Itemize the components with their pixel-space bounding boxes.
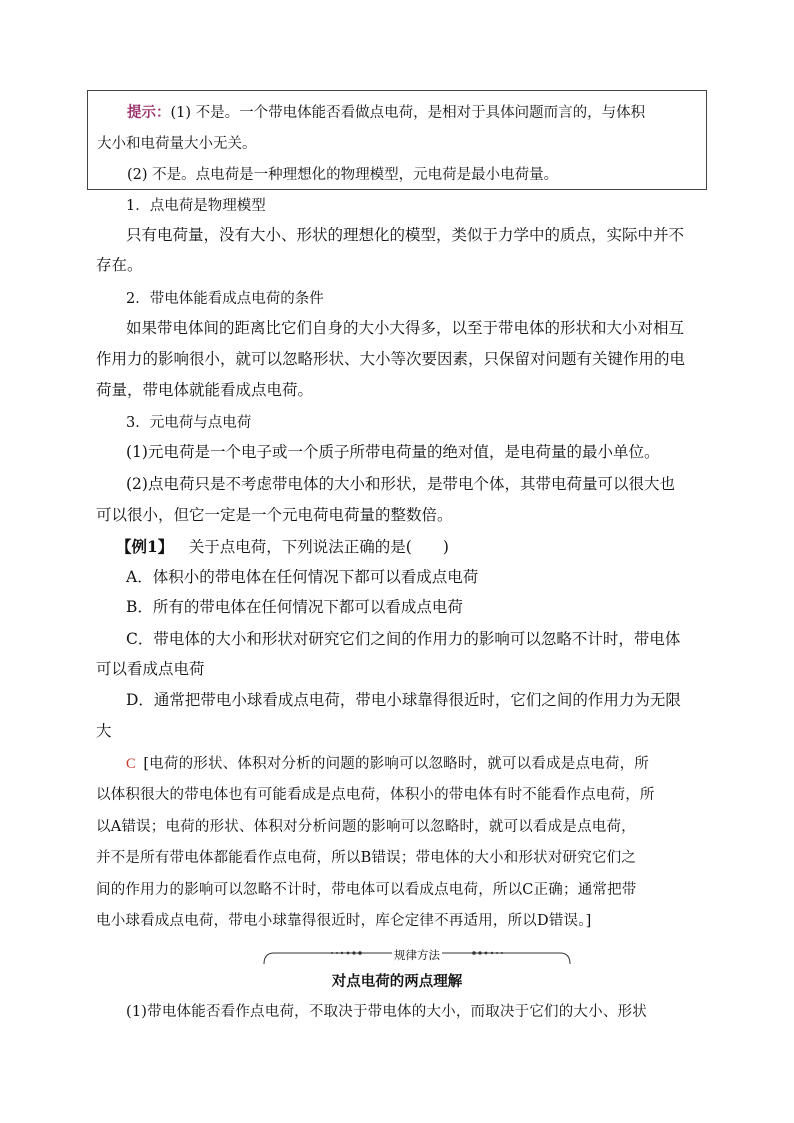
answer-line-5: 间的作用力的影响可以忽略不计时，带电体可以看成点电荷，所以C正确；通常把带: [96, 882, 637, 898]
answer-line-6: 电小球看成点电荷，带电小球靠得很近时，库仑定律不再适用，所以D错误。]: [96, 913, 592, 929]
option-d-line-1: D．通常把带电小球看成点电荷，带电小球靠得很近时，它们之间的作用力为无限: [126, 691, 681, 709]
option-c-line-2: 可以看成点电荷: [96, 660, 205, 678]
example-question: 关于点电荷，下列说法正确的是( ): [188, 538, 449, 556]
hint-box: [87, 90, 707, 190]
section-2-heading: 2．带电体能看成点电荷的条件: [126, 291, 324, 307]
section-3-line-2: (2)点电荷只是不考虑带电体的大小和形状，是带电个体，其带电荷量可以很大也: [126, 475, 675, 493]
hint-line-1: [97, 97, 698, 129]
section-3-line-1: (1)元电荷是一个电子或一个质子所带电荷量的绝对值，是电荷量的最小单位。: [126, 443, 660, 461]
hint-line-3: (2) 不是。点电荷是一种理想化的物理模型，元电荷是最小电荷量。: [127, 167, 559, 183]
hint-text-1: (1) 不是。一个带电体能否看做点电荷，是相对于具体问题而言的，与体积: [170, 105, 646, 121]
hint-label: 提示：: [127, 104, 171, 121]
option-d-line-2: 大: [96, 722, 112, 740]
example-question-line: [96, 537, 728, 557]
hint-line-2: 大小和电荷量大小无关。: [97, 136, 257, 152]
answer-text-1: [电荷的形状、体积对分析的问题的影响可以忽略时，就可以看成是点电荷，所: [143, 756, 649, 772]
section-1-line-1: 只有电荷量，没有大小、形状的理想化的模型，类似于力学中的质点，实际中并不: [126, 226, 685, 244]
option-a: A．体积小的带电体在任何情况下都可以看成点电荷: [126, 568, 479, 586]
answer-line-1: [96, 754, 738, 774]
method-banner-label: 规律方法: [394, 948, 440, 962]
option-c-line-1: C．带电体的大小和形状对研究它们之间的作用力的影响可以忽略不计时，带电体: [126, 630, 681, 648]
section-1-line-2: 存在。: [96, 256, 143, 274]
example-label: 【例1】: [116, 537, 174, 556]
section-3-line-3: 可以很小，但它一定是一个元电荷电荷量的整数倍。: [96, 506, 453, 524]
section-3-heading: 3．元电荷与点电荷: [126, 415, 252, 431]
answer-line-3: 以A错误；电荷的形状、体积对分析问题的影响可以忽略时，就可以看成是点电荷，: [96, 819, 636, 835]
answer-line-4: 并不是所有带电体都能看作点电荷，所以B错误；带电体的大小和形状对研究它们之: [96, 850, 637, 866]
answer-line-2: 以体积很大的带电体也有可能看成是点电荷，体积小的带电体有时不能看作点电荷，所: [96, 787, 655, 803]
section-1-heading: 1．点电荷是物理模型: [126, 198, 266, 214]
method-subtitle: 对点电荷的两点理解: [331, 973, 463, 990]
method-banner: [262, 942, 572, 966]
method-line-1: (1)带电体能否看作点电荷，不取决于带电体的大小，而取决于它们的大小、形状: [126, 1004, 647, 1020]
section-2-line-1: 如果带电体间的距离比它们自身的大小大得多，以至于带电体的形状和大小对相互: [126, 319, 685, 337]
section-2-line-3: 荷量，带电体就能看成点电荷。: [96, 381, 314, 399]
answer-letter: C: [126, 756, 136, 772]
section-2-line-2: 作用力的影响很小，就可以忽略形状、大小等次要因素，只保留对问题有关键作用的电: [96, 350, 686, 368]
option-b: B．所有的带电体在任何情况下都可以看成点电荷: [126, 598, 463, 616]
